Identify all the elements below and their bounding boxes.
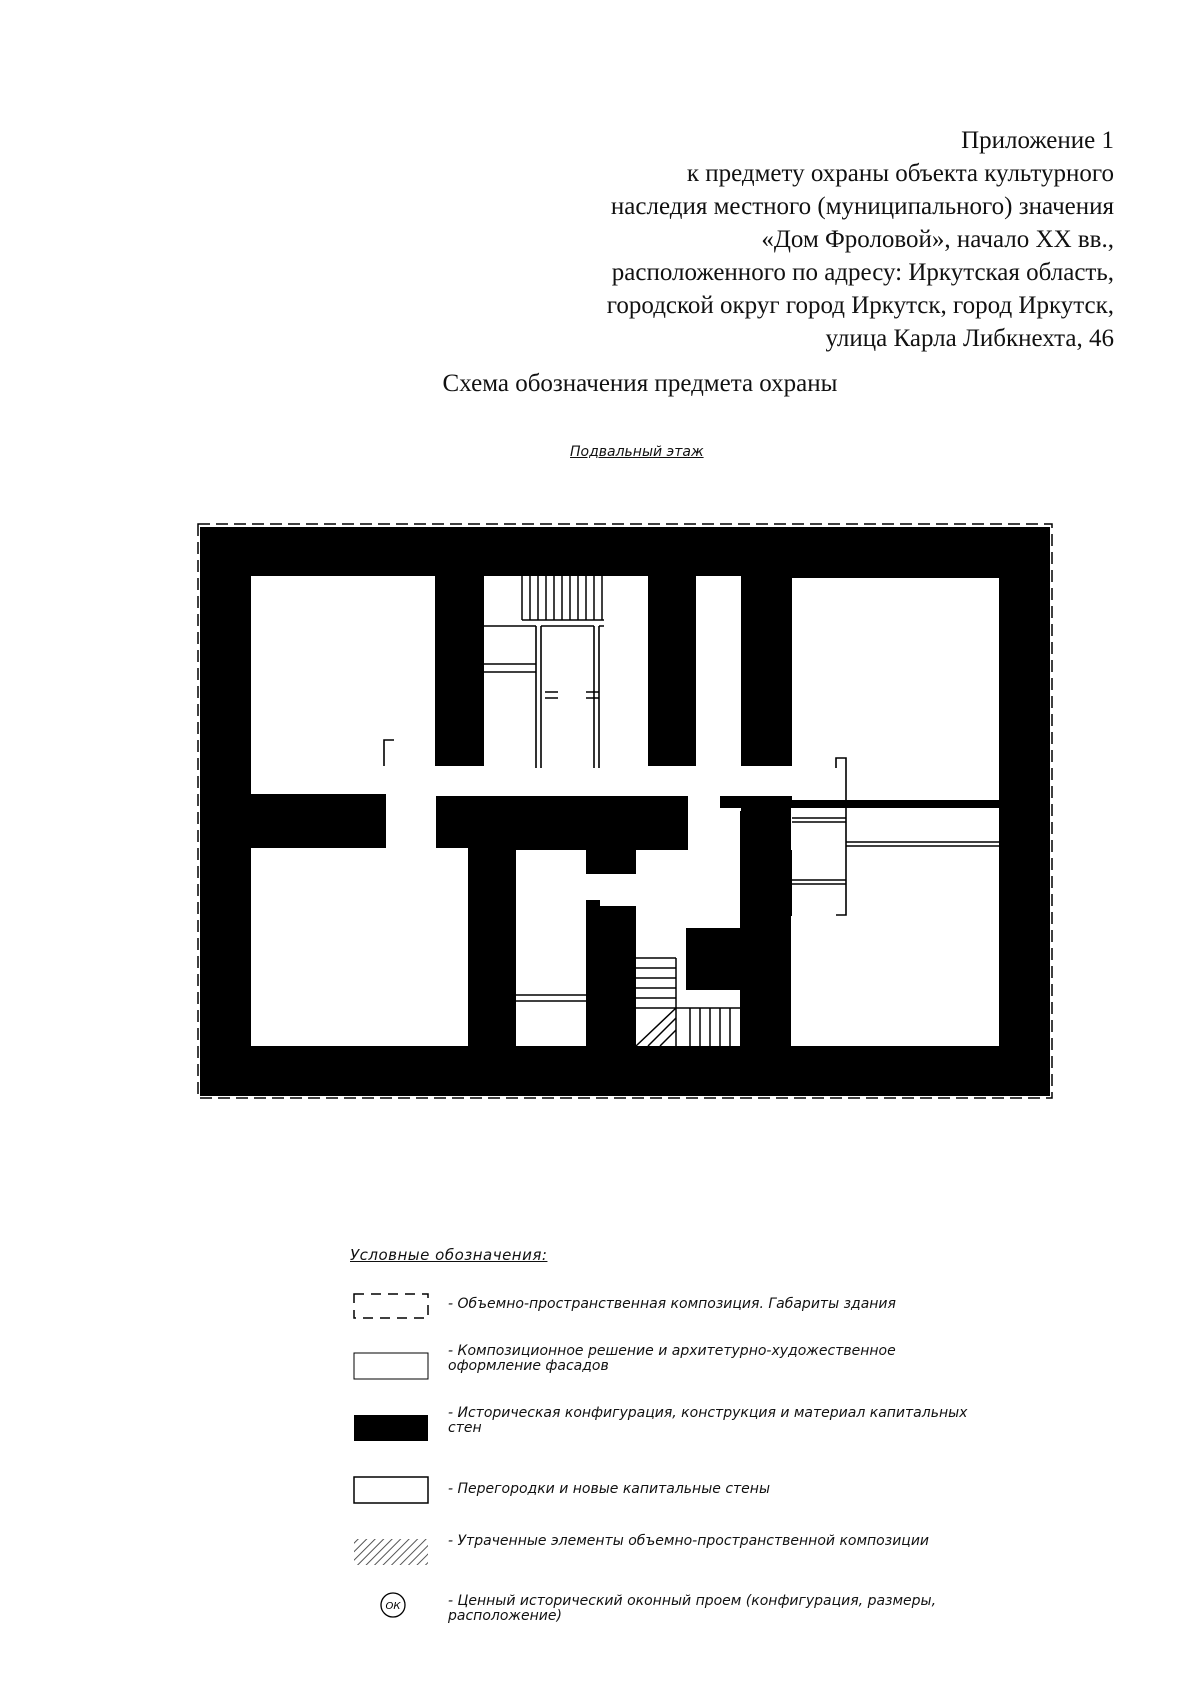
wall-lower-right-pier — [740, 916, 790, 1046]
corridor-left-vertical — [386, 796, 436, 848]
room-bottom-right — [791, 808, 999, 1046]
header-line: городской округ город Иркутск, город Иркутск, — [606, 292, 1114, 319]
wall-center-stub — [586, 846, 636, 874]
corridor-horizontal — [386, 766, 841, 796]
outline-box-icon — [352, 1474, 432, 1508]
header-line: к предмету охраны объекта культурного — [686, 160, 1114, 187]
room-stair-bottom — [636, 920, 686, 1046]
room-bottom-left — [251, 848, 468, 1046]
room-bottom-mid — [516, 850, 586, 1046]
floor-label: Подвальный этаж — [570, 444, 704, 460]
scheme-title: Схема обозначения предмета охраны — [442, 370, 838, 397]
legend-item-text: - Перегородки и новые капитальные стены — [448, 1481, 770, 1497]
dashed-outline-icon — [352, 1290, 432, 1324]
room-corridor-top — [696, 576, 741, 768]
thin-outline-icon — [352, 1350, 432, 1384]
room-center-cut — [636, 874, 688, 906]
header-line: улица Карла Либкнехта, 46 — [825, 325, 1114, 352]
header-line: «Дом Фроловой», начало XX вв., — [761, 226, 1114, 253]
window-ok-icon — [376, 1588, 410, 1622]
room-stair-bottom-b — [686, 990, 740, 1046]
legend-item-text: - Историческая конфигурация, конструкция и материал капитальных стен — [448, 1405, 968, 1436]
wall-center-horizontal — [436, 796, 688, 846]
legend-item-text: - Объемно-пространственная композиция. Габариты здания — [448, 1296, 896, 1312]
header-line: Приложение 1 — [961, 127, 1114, 154]
solid-black-icon — [352, 1412, 432, 1446]
legend-item-text: - Композиционное решение и архитетурно-художественное оформление фасадов — [448, 1343, 896, 1374]
wall-lower-right-upper — [740, 850, 792, 916]
wall-right-cap — [720, 796, 791, 808]
hatched-icon — [352, 1536, 432, 1570]
legend-item-text: - Утраченные элементы объемно-пространственной композиции — [448, 1533, 930, 1549]
window-ok-mark: ОК — [385, 1601, 401, 1612]
wall-lower-pier — [586, 906, 636, 1046]
legend-title: Условные обозначения: — [350, 1246, 548, 1264]
header-line: наследия местного (муниципального) значения — [610, 193, 1114, 220]
room-top-left — [251, 576, 435, 794]
legend-item-text: - Ценный исторический оконный проем (конфигурация, размеры, расположение) — [448, 1593, 937, 1624]
header-line: расположенного по адресу: Иркутская область, — [611, 259, 1114, 286]
